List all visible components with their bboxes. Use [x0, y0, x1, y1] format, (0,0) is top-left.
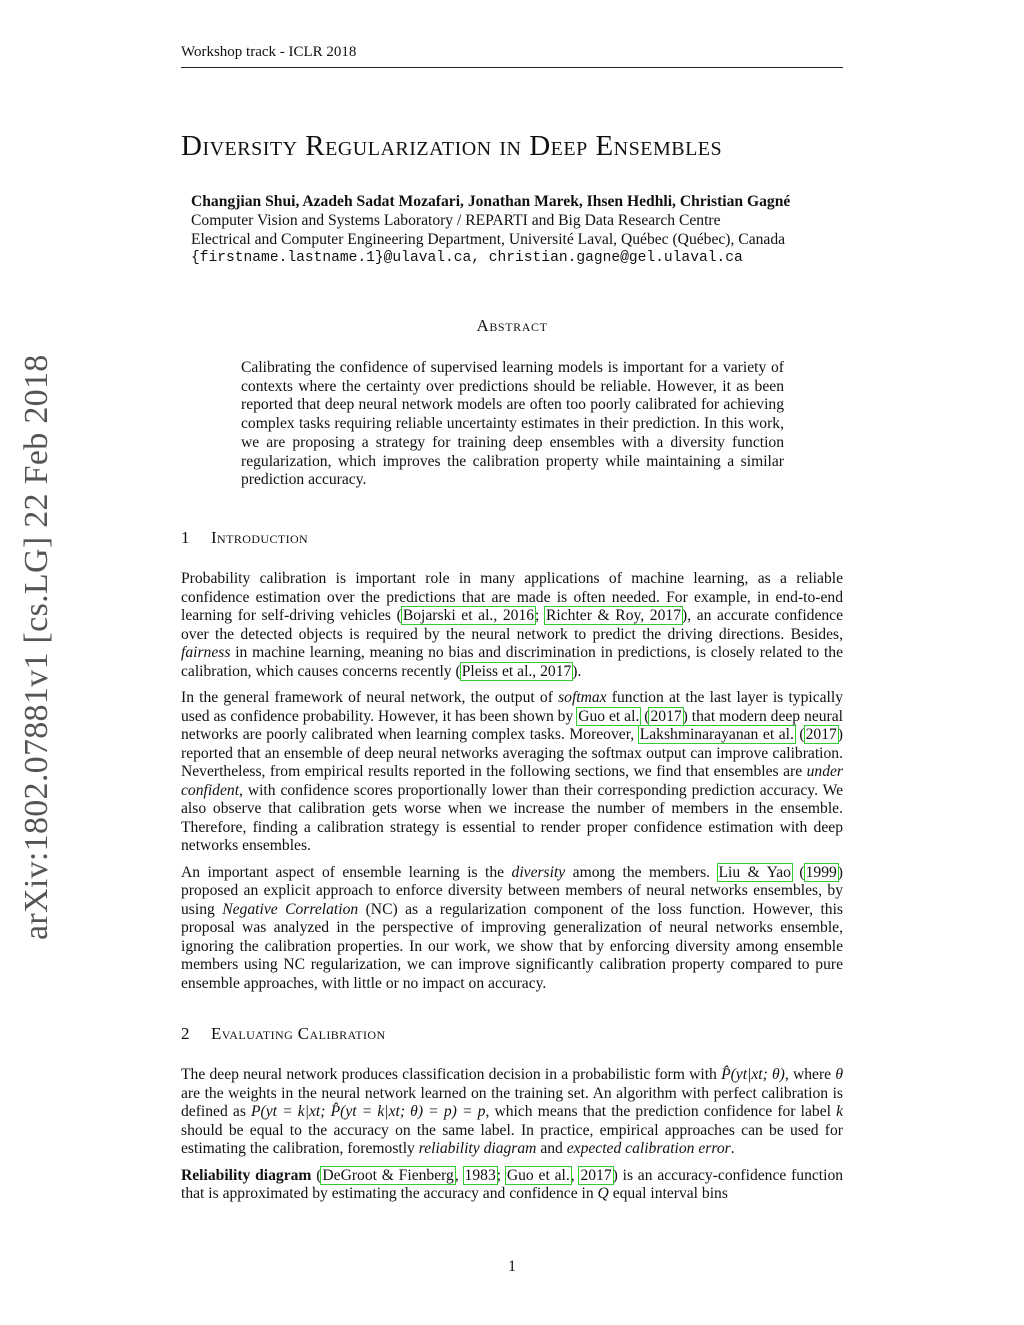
citation-link[interactable]: Lakshminarayanan et al.	[639, 726, 794, 743]
emphasis: expected calibration error	[566, 1140, 731, 1157]
section-title: Introduction	[211, 528, 309, 547]
abstract-text: Calibrating the confidence of supervised learning models is important for a variety of contexts where the certainty over predictions should be reliable. However, it as been reported that deep neural network models are often too poorly calibrated for achieving complex tasks requiring reliable uncertainty estimates in their prediction. In this work, we are proposing a strategy for training deep ensembles with a diversity function regularization, which improves the calibration property while maintaining a similar prediction accuracy.	[241, 359, 784, 489]
section-1-heading	[181, 528, 308, 548]
abstract-heading: Abstract	[476, 316, 548, 335]
citation-year-link[interactable]: 2017	[650, 707, 682, 725]
text-run: ), an accurate confidence over the detected objects is required by the neural network to predict the driving directions. Besides,	[181, 607, 844, 643]
emphasis: fairness	[181, 644, 231, 661]
section-1-body	[181, 570, 843, 1001]
affiliation-line-1: Computer Vision and Systems Laboratory / REPARTI and Big Data Research Centre	[191, 212, 721, 229]
emphasis: under confident	[181, 763, 843, 799]
math-expression: P(yt = k|xt; P̂(yt = k|xt; θ) = p) = p	[251, 1103, 486, 1120]
arxiv-identifier: arXiv:1802.07881v1 [cs.LG] 22 Feb 2018	[18, 354, 55, 940]
paragraph	[181, 570, 843, 681]
affiliation-line-2: Electrical and Computer Engineering Department, Université Laval, Québec (Québec), Canada	[191, 231, 786, 248]
paragraph: Reliability diagram (DeGroot & Fienberg, 1983; Guo et al., 2017) is an accuracy-confidence function that is approximated by estimating the accuracy and confidence in Q equal interval bins	[181, 1166, 844, 1202]
emphasis: Negative Correlation	[222, 900, 359, 918]
text-run: proposed an explicit approach to enforce diversity between members of neural networks ensembles, by using	[181, 882, 843, 918]
math-expression: Q	[597, 1185, 609, 1202]
citation-year-link[interactable]: 2017	[580, 1166, 612, 1184]
text-run: .	[730, 1140, 735, 1157]
text-run: ;	[535, 607, 546, 624]
page-number: 1	[508, 1258, 516, 1275]
text-run: are the weights in the neural network learned on the training set. An algorithm with perfect calibration is defined as	[181, 1084, 843, 1120]
section-title: Evaluating Calibration	[211, 1024, 386, 1043]
author-names: Changjian Shui, Azadeh Sadat Mozafari, Jonathan Marek, Ihsen Hedhli, Christian Gagné	[191, 193, 791, 210]
text-run: reported that an ensemble of deep neural networks averaging the softmax output can improve calibration. Nevertheless, from empirical results reported in the following sections, we find that ensembles are	[181, 744, 843, 780]
text-run: should be equal to the accuracy on the same label. In practice, empirical approaches can be used for estimating the calibration, foremostly	[181, 1121, 843, 1157]
citation-link[interactable]: Liu & Yao	[718, 863, 791, 881]
citation-link[interactable]: Richter & Roy, 2017	[546, 607, 681, 624]
text-run: ).	[572, 662, 582, 680]
running-header: Workshop track - ICLR 2018	[181, 44, 843, 68]
author-emails: {firstname.lastname.1}@ulaval.ca, christian.gagne@gel.ulaval.ca	[191, 250, 743, 266]
emphasis: diversity	[511, 863, 566, 881]
text-run: An important aspect of ensemble learning is the	[181, 863, 512, 881]
text-run: and	[536, 1140, 567, 1157]
citation-year-link[interactable]: 1999	[805, 863, 837, 881]
text-run: that modern deep neural networks are poorly calibrated when learning complex tasks. Moreover,	[181, 707, 843, 743]
text-run: The deep neural network produces classification decision in a probabilistic form with	[181, 1066, 722, 1083]
text-run: function at the last layer is typically used as confidence probability. However, it has been shown by	[181, 689, 844, 725]
emphasis: softmax	[558, 689, 607, 706]
text-run: , with confidence scores proportionally lower than their corresponding prediction accuracy. We also observe that calibration gets worse when we increase the number of members in the ensemble. Therefore, finding a calibration strategy is essential to render proper confidence estimation with deep networks ensembles.	[181, 781, 843, 854]
section-number: 2	[181, 1024, 190, 1043]
text-run: in machine learning, meaning no bias and discrimination in predictions, is closely related to the calibration, which causes concerns recently (	[181, 644, 843, 680]
citation-link[interactable]: Guo et al.	[506, 1166, 570, 1184]
math-expression: P̂(yt|xt; θ)	[721, 1066, 785, 1083]
citation-link[interactable]: Pleiss et al., 2017	[461, 662, 572, 680]
math-expression: k	[836, 1103, 844, 1120]
text-run: equal interval bins	[608, 1185, 728, 1202]
citation-year-link[interactable]: 1983	[464, 1166, 496, 1184]
paragraph-lead: Reliability diagram	[181, 1166, 312, 1184]
section-2-body	[181, 1066, 843, 1212]
text-run: among the members.	[565, 863, 718, 881]
citation-link[interactable]: Bojarski et al., 2016	[402, 607, 535, 624]
text-run: (	[311, 1166, 322, 1184]
citation-link[interactable]: Guo et al.	[578, 707, 640, 725]
paragraph: In the general framework of neural network, the output of softmax function at the last layer is typically used as confidence probability. However, it has been shown by Guo et al. (2017) that modern deep neural networks are poorly calibrated when learning complex tasks. Moreover, Lakshminarayanan et al. (2017) reported that an ensemble of deep neural networks averaging the softmax output can improve calibration. Nevertheless, from empirical results reported in the following sections, we find that ensembles are under confident, with confidence scores proportionally lower than their corresponding prediction accuracy. We also observe that calibration gets worse when we increase the number of members in the ensemble. Therefore, finding a calibration strategy is essential to render proper confidence estimation with deep networks ensembles.	[181, 689, 844, 854]
paragraph	[181, 1066, 843, 1159]
paragraph: An important aspect of ensemble learning is the diversity among the members. Liu & Yao (1999) proposed an explicit approach to enforce diversity between members of neural networks ensembles, by using Negative Correlation (NC) as a regularization component of the loss function. However, this proposal was analyzed in the perspective of improving generalization of neural networks ensemble, ignoring the calibration properties. In our work, we show that by enforcing diversity among ensemble members using NC regularization, we can improve significantly calibration property compared to pure ensemble approaches, with little or no impact on accuracy.	[181, 863, 843, 992]
section-2-heading	[181, 1024, 386, 1044]
text-run: , which means that the prediction confidence for label	[485, 1103, 837, 1120]
text-run: , where	[784, 1066, 836, 1083]
paper-title: Diversity Regularization in Deep Ensembles	[181, 130, 723, 162]
author-block	[191, 192, 851, 268]
text-run: ) is an accuracy-confidence function that is approximated by estimating the accuracy and confidence in	[181, 1166, 844, 1202]
text-run: In the general framework of neural network, the output of	[181, 689, 559, 706]
math-expression: θ	[835, 1066, 843, 1083]
emphasis: reliability diagram	[418, 1140, 537, 1157]
text-run: Probability calibration is important role in many applications of machine learning, as a reliable confidence estimation over the predictions that are made is often needed. For example, in end-to-end learning for self-driving vehicles (	[181, 570, 843, 624]
section-number: 1	[181, 528, 190, 547]
citation-link[interactable]: DeGroot & Fienberg	[322, 1166, 454, 1184]
citation-year-link[interactable]: 2017	[805, 726, 837, 743]
text-run: (NC) as a regularization component of the loss function. However, this proposal was analyzed in the perspective of improving generalization of neural networks ensemble, ignoring the calibration properties. In our work, we show that by enforcing diversity among ensemble members using NC regularization, we can improve significantly calibration property compared to pure ensemble approaches, with little or no impact on accuracy.	[181, 900, 843, 992]
